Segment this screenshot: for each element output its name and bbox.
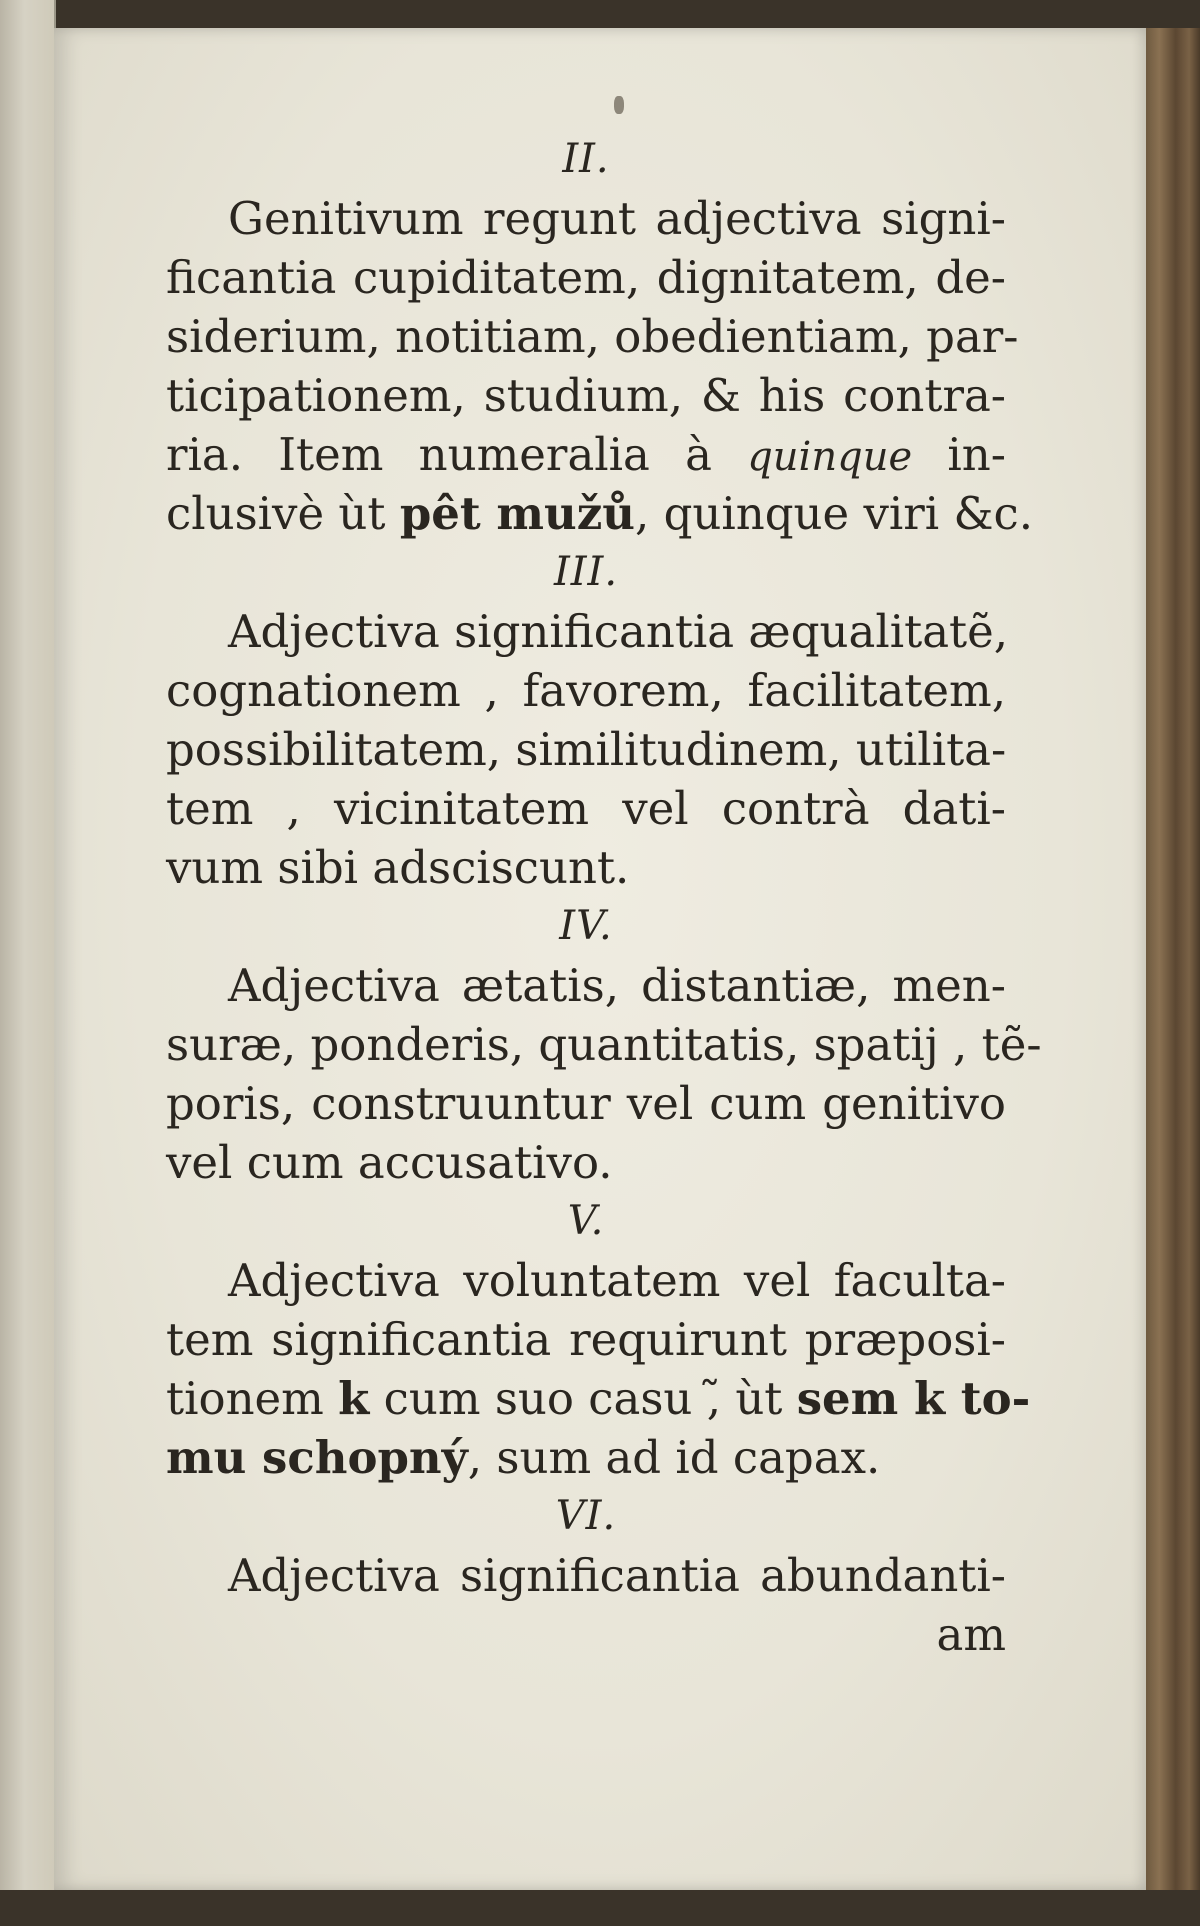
- text-line: Adjectiva significantia æqualitatẽ,: [228, 605, 1009, 658]
- text-fragment: ria. Item numeralia à: [166, 428, 712, 481]
- blackletter-term: mu schopný: [166, 1431, 468, 1484]
- blackletter-term: sem k to-: [796, 1372, 1031, 1425]
- text-line: [166, 425, 1006, 484]
- book-spine: [1146, 28, 1200, 1890]
- italic-term: quinque: [747, 434, 913, 480]
- text-line: vum sibi adsciscunt.: [166, 841, 630, 894]
- text-line: cognationem , favorem, facilitatem,: [166, 664, 1006, 717]
- text-line: ticipationem, studium, & his contra-: [166, 369, 1006, 422]
- text-line: Genitivum regunt adjectiva signi-: [228, 192, 1006, 245]
- text-fragment: clusivè ùt: [166, 487, 386, 540]
- text-line: Adjectiva significantia abundanti-: [228, 1549, 1006, 1602]
- text-fragment: tionem: [166, 1372, 324, 1425]
- section-heading-iv: IV.: [559, 903, 613, 949]
- text-fragment: , sum ad id capax.: [467, 1431, 881, 1484]
- top-edge: [0, 0, 1200, 28]
- text-line: [166, 1369, 1031, 1428]
- bottom-edge: [0, 1890, 1200, 1926]
- section-heading-vi: VI.: [555, 1493, 617, 1539]
- text-line: tem , vicinitatem vel contrà dati-: [166, 782, 1006, 835]
- text-line: tem significantia requirunt præposi-: [166, 1313, 1006, 1366]
- page-text: [166, 130, 1042, 1664]
- text-line: possibilitatem, similitudinem, utilita-: [166, 723, 1007, 776]
- text-line: siderium, notitiam, obedientiam, par-: [166, 310, 1019, 363]
- text-line: ficantia cupiditatem, dignitatem, de-: [166, 251, 1006, 304]
- catchword: am: [936, 1608, 1006, 1661]
- blackletter-term: k: [338, 1372, 370, 1425]
- text-line: Adjectiva ætatis, distantiæ, men-: [228, 959, 1006, 1012]
- ink-smudge: [614, 96, 624, 114]
- text-line: [166, 1428, 1006, 1487]
- blackletter-term: pêt mužů: [399, 487, 635, 540]
- text-line: poris, construuntur vel cum genitivo: [166, 1077, 1006, 1130]
- text-line: suræ, ponderis, quantitatis, spatij , tẽ-: [166, 1018, 1042, 1071]
- text-line: [166, 484, 1034, 543]
- text-fragment: , quinque viri &c.: [634, 487, 1034, 540]
- text-fragment: cum suo casu ,̃ ùt: [383, 1372, 783, 1425]
- section-heading-v: V.: [567, 1198, 605, 1244]
- facing-page-edge: [0, 0, 56, 1926]
- text-line: Adjectiva voluntatem vel faculta-: [228, 1254, 1006, 1307]
- section-heading-iii: III.: [553, 549, 619, 595]
- section-heading-ii: II.: [562, 136, 610, 182]
- text-fragment: in-: [947, 428, 1006, 481]
- text-line: vel cum accusativo.: [166, 1136, 613, 1189]
